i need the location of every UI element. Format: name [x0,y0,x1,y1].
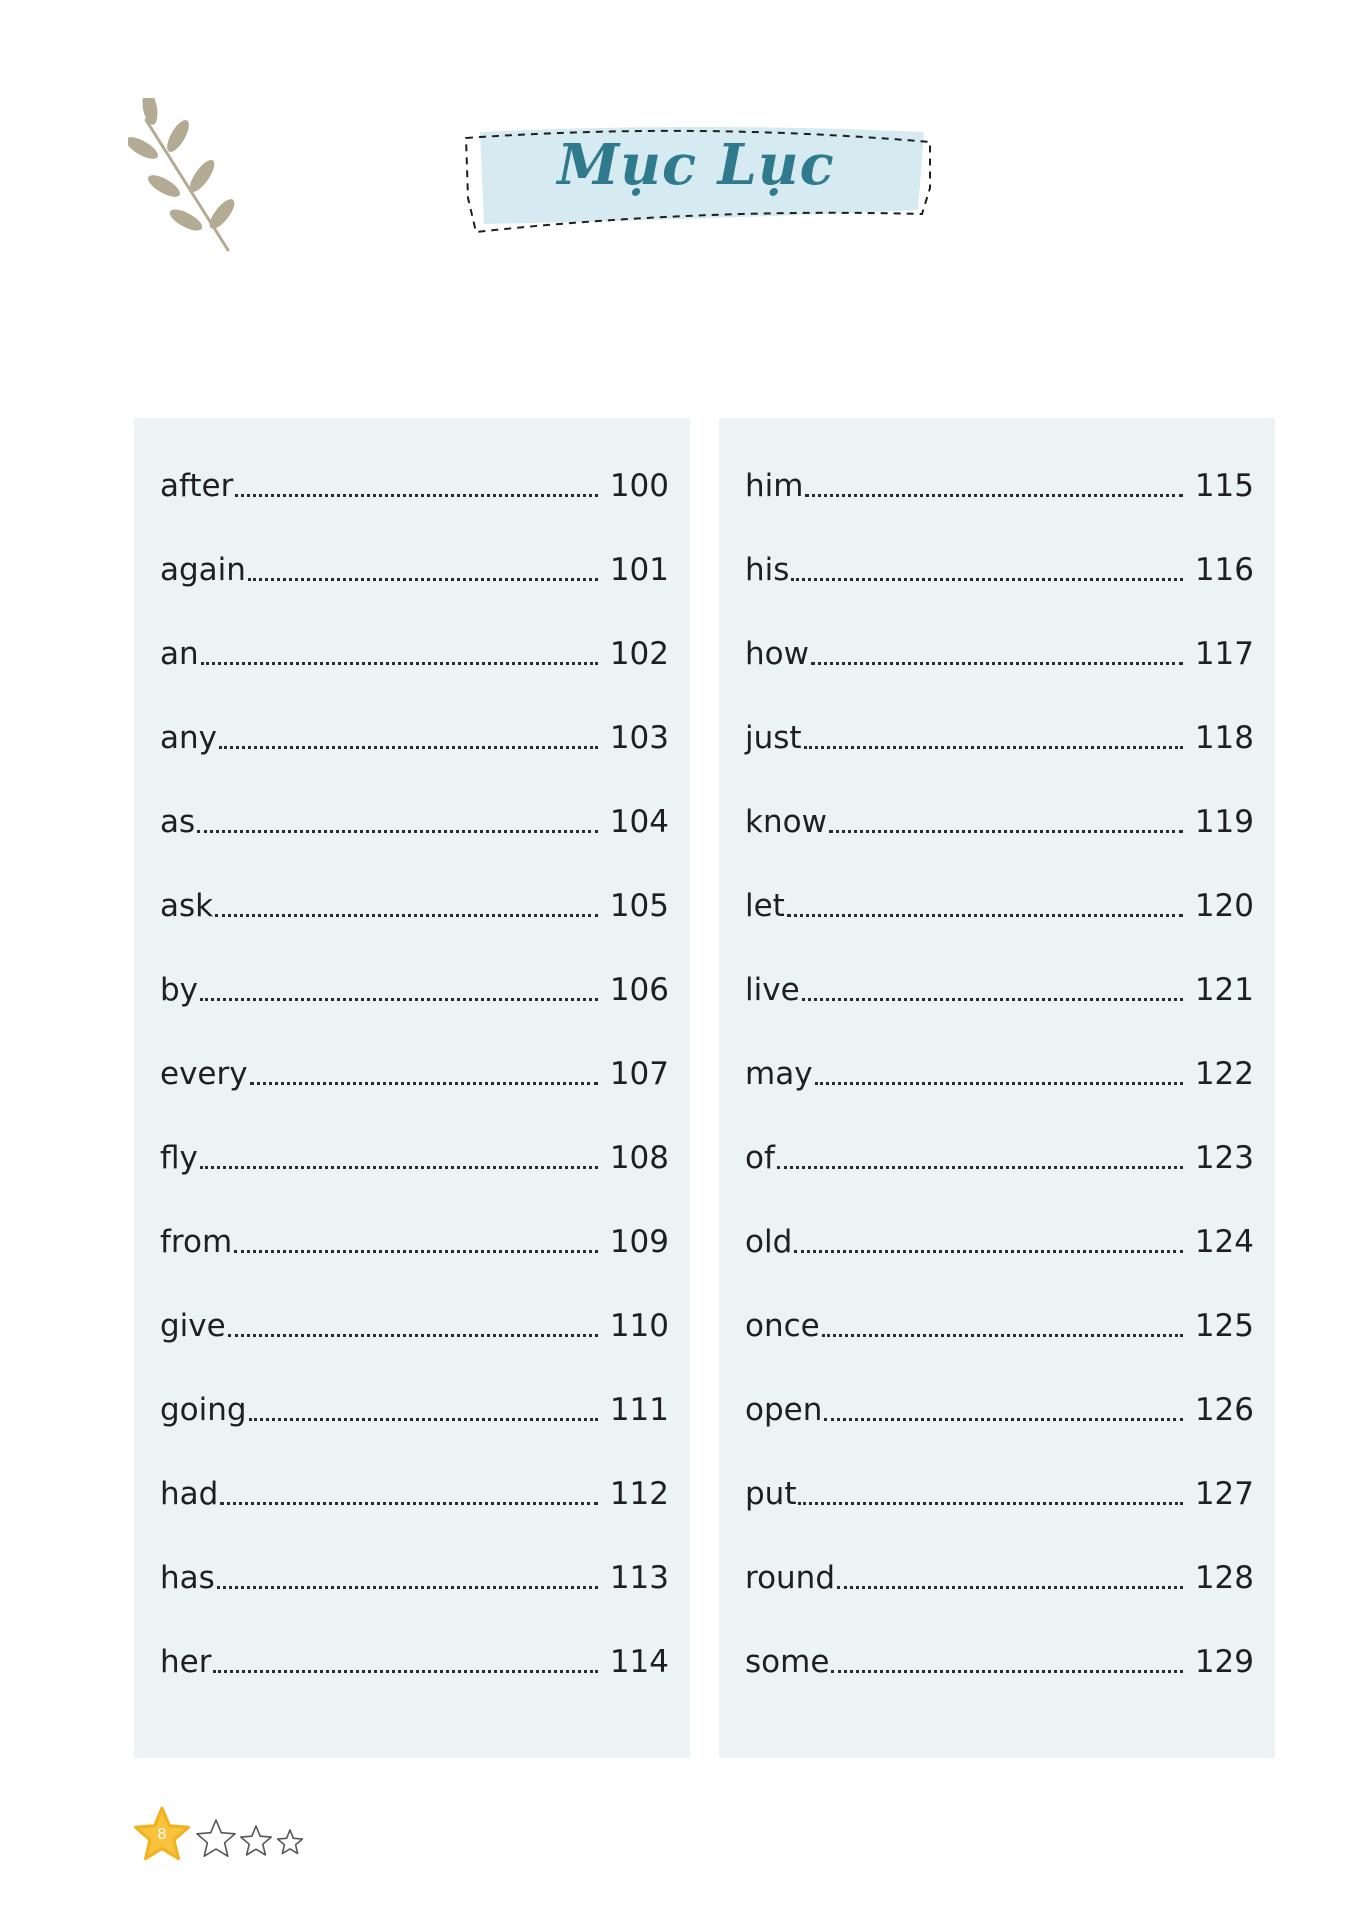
dot-leader [824,1417,1182,1421]
toc-word: her [160,1644,212,1680]
toc-page: 118 [1194,720,1254,756]
toc-entry[interactable] [160,1198,669,1258]
toc-page: 127 [1194,1476,1254,1512]
toc-word: let [745,888,785,924]
toc-page: 103 [609,720,669,756]
toc-page: 105 [609,888,669,924]
toc-word: after [160,468,234,504]
toc-column-left [134,418,690,1758]
toc-page: 126 [1194,1392,1254,1428]
toc-word: his [745,552,790,588]
toc-word: from [160,1224,233,1260]
toc-word: just [745,720,802,756]
toc-page: 100 [609,468,669,504]
dot-leader [220,1501,598,1505]
toc-entry[interactable] [160,694,669,754]
toc-word: going [160,1392,247,1428]
toc-page: 110 [609,1308,669,1344]
toc-entry[interactable] [160,610,669,670]
toc-entry[interactable] [745,946,1254,1006]
toc-entry[interactable] [745,1618,1254,1678]
dot-leader [798,1501,1182,1505]
toc-page: 125 [1194,1308,1254,1344]
toc-page: 112 [609,1476,669,1512]
dot-leader [777,1165,1183,1169]
toc-entry[interactable] [160,1030,669,1090]
star-icon-outline [241,1826,271,1855]
toc-word: him [745,468,804,504]
toc-entry[interactable] [745,526,1254,586]
dot-leader [802,997,1183,1001]
toc-page: 108 [609,1140,669,1176]
toc-word: every [160,1056,248,1092]
toc-entry[interactable] [160,1282,669,1342]
toc-word: any [160,720,217,756]
dot-leader [791,577,1182,581]
toc-entry[interactable] [745,1198,1254,1258]
toc-word: by [160,972,199,1008]
toc-entry[interactable] [745,1366,1254,1426]
dot-leader [831,1669,1182,1673]
toc-word: had [160,1476,219,1512]
star-icon-outline [278,1830,303,1854]
dot-leader [200,1165,598,1169]
title-banner [456,118,936,242]
toc-word: how [745,636,809,672]
dot-leader [201,661,598,665]
toc-page: 129 [1194,1644,1254,1680]
toc-page: 119 [1194,804,1254,840]
toc-entry[interactable] [745,1450,1254,1510]
toc-word: may [745,1056,813,1092]
toc-word: give [160,1308,226,1344]
dot-leader [249,1417,598,1421]
toc-page: 111 [609,1392,669,1428]
toc-page: 109 [609,1224,669,1260]
dot-leader [837,1585,1183,1589]
dot-leader [829,829,1183,833]
toc-page: 104 [609,804,669,840]
toc-word: round [745,1560,836,1596]
toc-entry[interactable] [745,610,1254,670]
toc-page: 116 [1194,552,1254,588]
toc-entry[interactable] [160,946,669,1006]
leaf-branch-icon [128,98,248,258]
toc-entry[interactable] [160,862,669,922]
toc-word: know [745,804,827,840]
toc-word: of [745,1140,775,1176]
dot-leader [197,829,598,833]
toc-entry[interactable] [745,1282,1254,1342]
toc-entry[interactable] [160,442,669,502]
dot-leader [787,913,1183,917]
toc-word: again [160,552,246,588]
toc-page: 121 [1194,972,1254,1008]
toc-page: 117 [1194,636,1254,672]
dot-leader [213,1669,597,1673]
toc-page: 113 [609,1560,669,1596]
dot-leader [200,997,598,1001]
toc-word: live [745,972,800,1008]
toc-page: 102 [609,636,669,672]
toc-word: old [745,1224,793,1260]
dot-leader [805,493,1182,497]
toc-entry[interactable] [160,778,669,838]
toc-word: ask [160,888,214,924]
toc-entry[interactable] [745,778,1254,838]
toc-entry[interactable] [745,862,1254,922]
dot-leader [815,1081,1183,1085]
toc-entry[interactable] [160,526,669,586]
toc-entry[interactable] [160,1450,669,1510]
dot-leader [822,1333,1183,1337]
toc-entry[interactable] [160,1366,669,1426]
toc-entry[interactable] [745,694,1254,754]
toc-page: 106 [609,972,669,1008]
toc-page: 122 [1194,1056,1254,1092]
dot-leader [219,745,598,749]
toc-entry[interactable] [745,1114,1254,1174]
dot-leader [250,1081,598,1085]
toc-page: 107 [609,1056,669,1092]
toc-page: 115 [1194,468,1254,504]
toc-word: as [160,804,196,840]
dot-leader [234,1249,598,1253]
toc-page: 123 [1194,1140,1254,1176]
toc-word: open [745,1392,823,1428]
toc-entry[interactable] [745,442,1254,502]
dot-leader [811,661,1183,665]
dot-leader [235,493,597,497]
toc-word: an [160,636,199,672]
toc-entry[interactable] [745,1030,1254,1090]
toc-page: 124 [1194,1224,1254,1260]
toc-word: fly [160,1140,198,1176]
toc-word: has [160,1560,215,1596]
toc-page: 120 [1194,888,1254,924]
dot-leader [228,1333,598,1337]
toc-entry[interactable] [160,1114,669,1174]
toc-entry[interactable] [160,1534,669,1594]
toc-column-right [719,418,1275,1758]
toc-entry[interactable] [160,1618,669,1678]
page-number: 8 [157,1826,167,1843]
toc-page: 128 [1194,1560,1254,1596]
toc-page: 101 [609,552,669,588]
toc-entry[interactable] [745,1534,1254,1594]
dot-leader [804,745,1183,749]
toc-word: some [745,1644,830,1680]
toc-word: put [745,1476,797,1512]
dot-leader [248,577,598,581]
dot-leader [794,1249,1183,1253]
dot-leader [217,1585,598,1589]
toc-word: once [745,1308,820,1344]
star-icon-outline [197,1820,235,1856]
page-title: Mục Lục [557,132,835,198]
dot-leader [215,913,598,917]
toc-page: 114 [609,1644,669,1680]
